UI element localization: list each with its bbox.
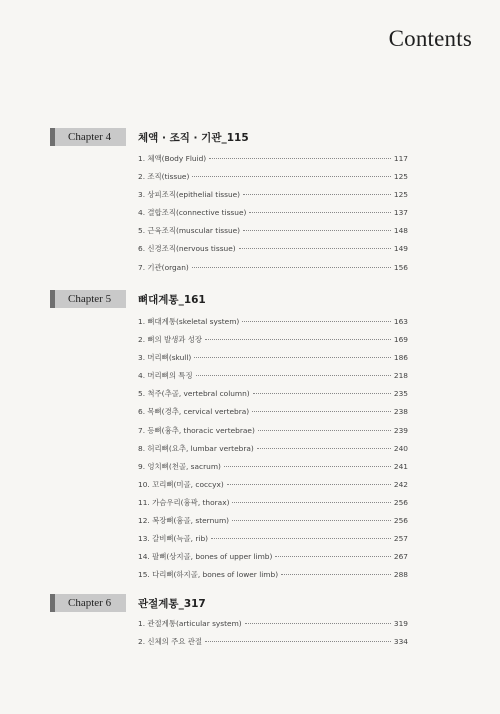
chapter-6-toc-list xyxy=(138,618,408,654)
toc-entry-page: 163 xyxy=(393,317,408,326)
toc-entry-label: 1. 체액(Body Fluid) xyxy=(138,154,207,163)
toc-entry-page: 148 xyxy=(393,226,408,236)
leader-dots xyxy=(239,248,391,249)
toc-entry-page: 125 xyxy=(393,172,408,182)
chapter-tab xyxy=(50,290,126,308)
toc-entry[interactable] xyxy=(138,225,408,243)
toc-entry-page: 137 xyxy=(393,208,408,218)
leader-dots xyxy=(258,430,391,431)
toc-entry-label: 6. 신경조직(nervous tissue) xyxy=(138,244,236,254)
toc-entry-page: 257 xyxy=(393,534,408,544)
toc-entry-page: 319 xyxy=(393,619,408,628)
leader-dots xyxy=(192,176,391,177)
toc-entry-label: 15. 다리뼈(하지골, bones of lower limb) xyxy=(138,570,279,580)
toc-entry-page: 242 xyxy=(393,479,408,489)
toc-entry[interactable] xyxy=(138,171,408,189)
chapter-4-header xyxy=(50,128,440,146)
leader-dots xyxy=(232,502,390,503)
toc-entry-label: 8. 허리뼈(요추, lumbar vertebra) xyxy=(138,443,254,453)
toc-entry-page: 256 xyxy=(393,497,408,507)
toc-entry-page: 238 xyxy=(393,407,408,417)
leader-dots xyxy=(242,321,391,322)
chapter-4-toc-list xyxy=(138,153,408,280)
chapter-number: Chapter 4 xyxy=(68,131,112,143)
toc-entry-page: 218 xyxy=(393,371,408,381)
toc-entry[interactable] xyxy=(138,334,408,352)
toc-entry-page: 156 xyxy=(393,262,408,272)
toc-entry-label: 4. 결합조직(connective tissue) xyxy=(138,208,247,218)
toc-entry[interactable] xyxy=(138,316,408,334)
toc-entry-page: 149 xyxy=(393,244,408,254)
toc-entry[interactable] xyxy=(138,461,408,479)
toc-entry-page: 239 xyxy=(393,425,408,435)
toc-entry-label: 7. 등뼈(흉추, thoracic vertebrae) xyxy=(138,425,255,435)
chapter-number: Chapter 5 xyxy=(68,293,112,305)
leader-dots xyxy=(243,230,391,231)
toc-entry-page: 334 xyxy=(393,637,408,647)
toc-entry-label: 11. 가슴우리(흉곽, thorax) xyxy=(138,497,230,507)
leader-dots xyxy=(227,484,391,485)
toc-entry-label: 5. 척주(추골, vertebral column) xyxy=(138,389,250,399)
toc-entry-label: 6. 목뼈(경추, cervical vertebra) xyxy=(138,407,250,417)
chapter-5-header xyxy=(50,290,440,308)
toc-entry[interactable] xyxy=(138,569,408,587)
toc-entry-page: 186 xyxy=(393,353,408,363)
toc-entry-page: 125 xyxy=(393,190,408,200)
toc-entry[interactable] xyxy=(138,207,408,225)
chapter-tab xyxy=(50,594,126,612)
toc-entry-page: 117 xyxy=(393,154,408,163)
toc-entry-label: 3. 상피조직(epithelial tissue) xyxy=(138,190,241,200)
toc-entry-label: 7. 기관(organ) xyxy=(138,262,189,272)
toc-entry-label: 4. 머리뼈의 특징 xyxy=(138,371,193,381)
toc-entry-label: 10. 꼬리뼈(미골, coccyx) xyxy=(138,479,224,489)
chapter-6-header xyxy=(50,594,440,612)
toc-entry-page: 169 xyxy=(393,335,408,345)
toc-entry[interactable] xyxy=(138,189,408,207)
leader-dots xyxy=(253,393,391,394)
chapter-number: Chapter 6 xyxy=(68,597,112,609)
chapter-tab xyxy=(50,128,126,146)
leader-dots xyxy=(243,194,391,195)
leader-dots xyxy=(249,212,390,213)
toc-entry-label: 2. 신체의 주요 관절 xyxy=(138,637,203,647)
toc-entry[interactable] xyxy=(138,497,408,515)
toc-entry[interactable] xyxy=(138,406,408,424)
toc-entry[interactable] xyxy=(138,153,408,171)
toc-entry[interactable] xyxy=(138,479,408,497)
chapter-5-toc-list xyxy=(138,316,408,587)
leader-dots xyxy=(211,538,391,539)
toc-entry[interactable] xyxy=(138,551,408,569)
toc-entry-label: 1. 관절계통(articular system) xyxy=(138,619,242,628)
leader-dots xyxy=(205,641,391,642)
leader-dots xyxy=(209,158,391,159)
toc-entry-page: 288 xyxy=(393,570,408,580)
leader-dots xyxy=(257,448,391,449)
chapter-title: 체액 · 조직 · 기관_115 xyxy=(138,131,249,144)
toc-entry[interactable] xyxy=(138,243,408,261)
chapter-title: 뼈대계통_161 xyxy=(138,293,206,306)
leader-dots xyxy=(275,556,391,557)
toc-entry[interactable] xyxy=(138,515,408,533)
toc-entry[interactable] xyxy=(138,388,408,406)
leader-dots xyxy=(196,375,391,376)
toc-entry-page: 235 xyxy=(393,389,408,399)
toc-entry[interactable] xyxy=(138,262,408,280)
toc-entry-label: 2. 조직(tissue) xyxy=(138,172,190,182)
toc-entry[interactable] xyxy=(138,636,408,654)
toc-entry-page: 241 xyxy=(393,461,408,471)
page-title: Contents xyxy=(388,26,472,51)
toc-entry-label: 3. 머리뼈(skull) xyxy=(138,353,192,363)
toc-entry-label: 12. 복장뼈(흉골, sternum) xyxy=(138,516,230,526)
leader-dots xyxy=(232,520,391,521)
toc-entry-label: 9. 엉치뼈(천골, sacrum) xyxy=(138,461,221,471)
toc-entry-label: 2. 뼈의 발생과 성장 xyxy=(138,335,203,345)
leader-dots xyxy=(245,623,391,624)
chapter-title: 관절계통_317 xyxy=(138,597,206,610)
leader-dots xyxy=(192,267,391,268)
toc-entry-label: 1. 뼈대계통(skeletal system) xyxy=(138,317,240,326)
toc-entry[interactable] xyxy=(138,618,408,636)
leader-dots xyxy=(224,466,391,467)
toc-entry-page: 256 xyxy=(393,516,408,526)
toc-entry-page: 267 xyxy=(393,552,408,562)
leader-dots xyxy=(205,339,391,340)
toc-entry-page: 240 xyxy=(393,443,408,453)
toc-entry-label: 5. 근육조직(muscular tissue) xyxy=(138,226,241,236)
leader-dots xyxy=(252,411,391,412)
leader-dots xyxy=(281,574,391,575)
toc-entry-label: 14. 팔뼈(상지골, bones of upper limb) xyxy=(138,552,273,562)
toc-entry[interactable] xyxy=(138,533,408,551)
toc-entry[interactable] xyxy=(138,352,408,370)
toc-entry-label: 13. 갈비뼈(늑골, rib) xyxy=(138,534,209,544)
toc-entry[interactable] xyxy=(138,425,408,443)
toc-entry[interactable] xyxy=(138,443,408,461)
toc-entry[interactable] xyxy=(138,370,408,388)
leader-dots xyxy=(194,357,391,358)
